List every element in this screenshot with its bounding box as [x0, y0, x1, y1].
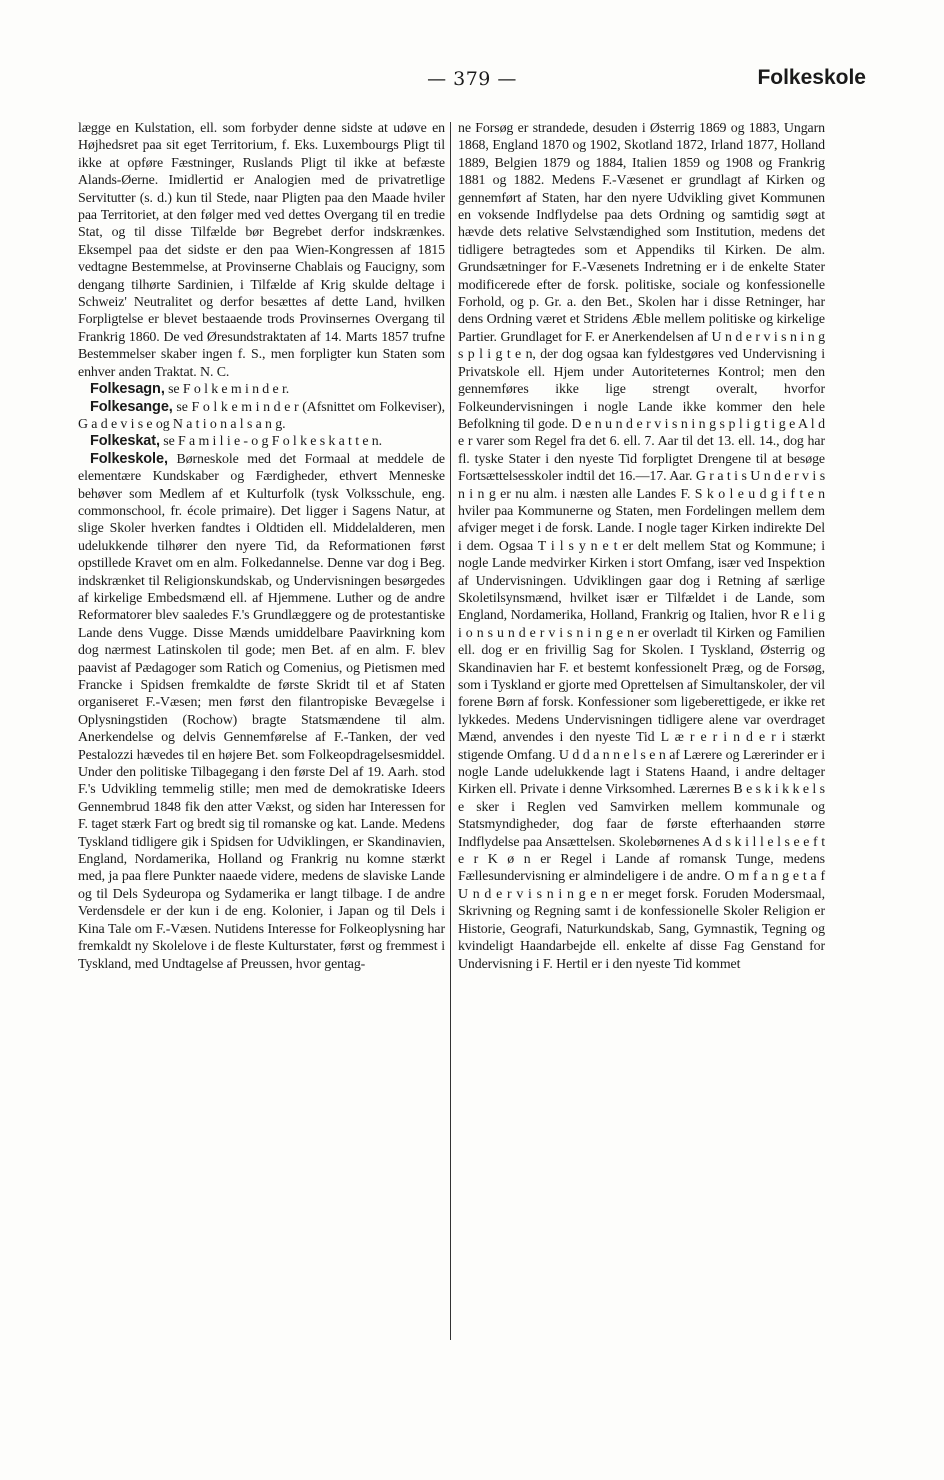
right-column — [458, 120, 825, 973]
headword: Folkeskat, — [90, 433, 160, 450]
entry-folkesange — [78, 399, 445, 434]
headword: Folkeskole, — [90, 450, 168, 467]
entry-text: se F o l k e m i n d e r (Afsnittet om Folkeviser), G a d e v i s e og N a t i o n a l s a n g. — [78, 399, 445, 432]
page-number: — 379 — — [427, 68, 517, 90]
entry-folkeskole — [78, 451, 445, 973]
left-column — [78, 120, 445, 973]
continuation-paragraph: lægge en Kulstation, ell. som forbyder denne sidste at udøve en Højhedsret paa sit eget Territorium, f. Eks. Luxembourgs Pligt til ikke at opføre Fæstninger, Ruslands Pligt til ikke at befæste Alands-Øerne. Imidlertid er Analogien med de privatretlige Servitutter (s. d.) kun til Stede, naar Pligten paa den Maade hviler paa Territoriet, at den følger med ved dettes Overgang til en tredie Stat, og til disse Tilfælde bør Begrebet derfor indskrænkes. Eksempel paa det sidste er den paa Wien-Kongressen af 1815 vedtagne Bestemmelse, at Provinserne Chablais og Faucigny, som dengang tilhørte Sardinien, i Tilfælde af Krig skulde deltage i Schweiz' Neutralitet og derfor besættes af dette Land, hvilken Forpligtelse er blevet bestaaende trods Provinsernes Overgang til Frankrig 1860. De ved Øresundstraktaten af 14. Marts 1857 trufne Bestemmelser skaber ingen f. S., men forpligter kun Staten som enhver anden Traktat. N. C. — [78, 121, 445, 380]
right-column-text: ne Forsøg er strandede, desuden i Østerrig 1869 og 1883, Ungarn 1868, England 1870 og 1902, Skotland 1872, Irland 1877, Holland 1889, Belgien 1879 og 1884, Italien 1859 og 1908 og Frankrig 1881 og 1882. Medens F.-Væsenet er grundlagt af Kirken og gennemført af Staten, har den nyere Udvikling givet Kommunen en voksende Indflydelse paa dets Ordning og samtidig søgt at hævde dets relative Selvstændighed som Institution, medens det tidligere betragtedes som et Appendiks til Kirken. De alm. Grundsætninger for F.-Væsenets Indretning er i de enkelte Stater modificerede efter de forsk. politiske, sociale og konfessionelle Forhold, og p. Gr. a. den Bet., Skolen har i disse Retninger, har dens Ordning været et Stridens Æble mellem politiske og kirkelige Partier. Grundlaget for F. er Anerkendelsen af U n d e r v i s n i n g s p l i g t e n, der dog ogsaa kan fyldestgøres ved Undervisning i Privatskole ell. Hjem under Autoriteternes Kontrol; men den gennemføres ikke lige strengt overalt, hvorfor Folkeundervisningen i nogle Lande ikke kommer den hele Befolkning til gode. D e n u n d e r v i s n i n g s p l i g t i g e A l d e r varer som Regel fra det 6. ell. 7. Aar til det 13. ell. 14., dog har fl. tyske Stater i den nyeste Tid forpligtet Drengene til at besøge Fortsættelsesskoler indtil det 16.—17. Aar. G r a t i s U n d e r v i s n i n g er nu alm. i næsten alle Landes F. S k o l e u d g i f t e n hviler paa Kommunerne og Staten, men Fordelingen mellem dem afviger meget i de forsk. Lande. I nogle tager Kirken indirekte Del i dem. Ogsaa T i l s y n e t er delt mellem Stat og Kommune; i nogle Lande medvirker Kirken i stort Omfang, især ved Inspektion af Undervisningen. Udviklingen gaar dog i Retning af særlige Skoletilsynsmænd, hvilket især er Tilfældet i de Lande, som England, Nordamerika, Holland, Frankrig og Italien, hvor R e l i g i o n s u n d e r v i s n i n g e n er overladt til Kirken og Familien ell. dog er en frivillig Sag for Skolen. I Tyskland, Østerrig og Skandinavien har F. et bestemt konfessionelt Præg, og de Forsøg, som i Tyskland er gjorte med Oprettelsen af Simultanskoler, der vil forene Børn af forsk. Konfessioner som ligeberettigede, er ikke ret lykkedes. Medens Undervisningen tidligere alene var overdraget Mænd, anvendes i den nyeste Tid L æ r e r i n d e r i stærkt stigende Omfang. U d d a n n e l s e n af Lærere og Lærerinder er i nogle Lande udelukkende lagt i Statens Haand, i andre deltager Kirken ell. Private i denne Virksomhed. Lærernes B e s k i k k e l s e sker i Reglen ved Samvirken mellem kommunale og Statsmyndigheder, dog faar de første efterhaanden større Indflydelse paa Ansættelsen. Skolebørnenes A d s k i l l e l s e e f t e r K ø n er Regel i Lande af romansk Tunge, medens Fællesundervisning er almindeligere i de andre. O m f a n g e t a f U n d e r v i s n i n g e n er meget forsk. Foruden Modersmaal, Skrivning og Regning samt i de konfessionelle Skoler Religion er Historie, Geografi, Naturkundskab, Sang, Gymnastik, Tegning og kvindeligt Haandarbejde ell. enkelte af disse Fag Genstand for Undervisning i F. Hertil er i den nyeste Tid kommet — [458, 121, 825, 972]
entry-folkesagn — [78, 381, 445, 398]
entry-text: se F a m i l i e - o g F o l k e s k a t t e n. — [159, 434, 382, 450]
entry-text: se F o l k e m i n d e r. — [164, 382, 290, 398]
column-divider — [450, 122, 451, 1340]
running-head: Folkeskole — [757, 66, 866, 89]
entry-text: Børneskole med det Formaal at meddele de elementære Kundskaber og Færdigheder, ethvert Menneske behøver som Medlem af et Kulturfolk (tysk Volksschule, eng. commonschool, fr. école primaire). Det ligger i Sagens Natur, at slige Skoler hverken fandtes i Oldtiden ell. Middelalderen, men udelukkende tilhører den nyere Tid, da Reformationen først opstillede Kravet om en alm. Folkedannelse. Denne var dog i Beg. indskrænket til Religionskundskab, og Undervisningen besørgedes af kirkelige Embedsmænd ell. af Hjemmene. Luther og de andre Reformatorer blev saaledes F.'s Grundlæggere og de protestantiske Lande dens Vugge. Disse Mænds umiddelbare Paavirkning kom dog nærmest Latinskolen til gode; men Bet. af en alm. F. blev paavist af Pædagoger som Ratich og Comenius, og Pietismen med Francke i Spidsen fremkaldte de første Skridt til et af Staten organiseret F.-Væsen; men først den filantropiske Bevægelse i Oplysningstiden (Rochow) bragte Statsmændene til alm. Anerkendelse og delvis Gennemførelse af F.-Tanken, der ved Pestalozzi hævedes til en højere Bet. som Folkeopdragelsesmiddel. Under den politiske Tilbagegang i den første Del af 19. Aarh. stod F.'s Udvikling temmelig stille; men med de demokratiske Ideers Gennembrud 1848 fik den atter Vækst, og siden har Interessen for F. taget stærk Fart og bredt sig til romanske og kat. Lande. Medens Tyskland tidligere gik i Spidsen for Udviklingen, er Skandinavien, England, Nordamerika, Holland og Frankrig nu komne stærkt med, ja paa flere Punkter naaede videre, medens de slaviske Lande og til Dels Sydeuropa og Sydamerika er langt tilbage. I de andre Verdensdele er der kun i de eng. Kolonier, i Japan og til Dels i Kina Tale om F.-Væsen. Nutidens Interesse for Folkeoplysning har fremkaldt ny Skolelove i de fleste Kulturstater, først og fremmest i Tyskland, med Undtagelse af Preussen, hvor gentag- — [78, 451, 445, 972]
headword: Folkesagn, — [90, 381, 165, 398]
headword: Folkesange, — [90, 398, 173, 415]
page-header — [78, 66, 866, 100]
entry-folkeskat — [78, 433, 445, 450]
